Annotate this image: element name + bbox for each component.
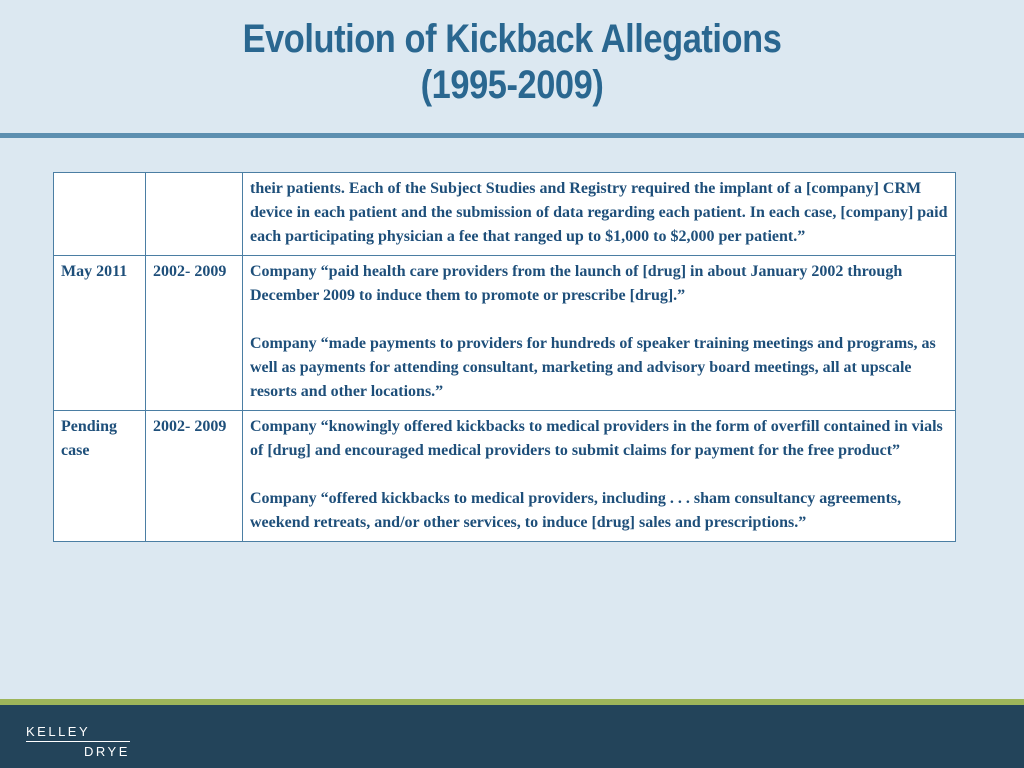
slide-title-line2: (1995-2009)	[420, 63, 604, 107]
allegation-text: Company “made payments to providers for hundreds of speaker training meetings and programs, as well as payments for attending consultant, marketing and advisory board meetings, all at upscale resorts and other locations.”	[250, 335, 936, 400]
logo-line-kelley: KELLEY	[26, 724, 91, 739]
date-cell	[54, 173, 146, 256]
allegation-text: their patients. Each of the Subject Studies and Registry required the implant of a [company] CRM device in each patient and the submission of data regarding each patient. In each case, [company] paid each participating physician a fee that ranged up to $1,000 to $2,000 per patient.”	[250, 180, 948, 245]
period-cell: 2002- 2009	[146, 411, 243, 542]
allegation-text: Company “offered kickbacks to medical providers, including . . . sham consultancy agreements, weekend retreats, and/or other services, to induce [drug] sales and prescriptions.”	[250, 490, 902, 531]
table-row	[54, 256, 956, 411]
table-row	[54, 173, 956, 256]
allegations-table	[53, 172, 956, 542]
allegation-cell	[243, 411, 956, 542]
slide-title	[72, 16, 953, 108]
title-divider	[0, 133, 1024, 138]
period-cell: 2002- 2009	[146, 256, 243, 411]
slide-title-line1: Evolution of Kickback Allegations	[242, 17, 782, 61]
logo-line-drye: DRYE	[84, 744, 130, 759]
kelley-drye-logo	[26, 725, 130, 759]
footer-bar	[0, 705, 1024, 768]
logo-divider	[26, 741, 130, 742]
date-cell: May 2011	[54, 256, 146, 411]
period-cell	[146, 173, 243, 256]
allegation-cell	[243, 256, 956, 411]
table-row	[54, 411, 956, 542]
allegation-cell	[243, 173, 956, 256]
allegation-text: Company “knowingly offered kickbacks to medical providers in the form of overfill contained in vials of [drug] and encouraged medical providers to submit claims for payment for the free product”	[250, 418, 943, 459]
allegation-text: Company “paid health care providers from the launch of [drug] in about January 2002 through December 2009 to induce them to promote or prescribe [drug].”	[250, 263, 903, 304]
date-cell: Pending case	[54, 411, 146, 542]
